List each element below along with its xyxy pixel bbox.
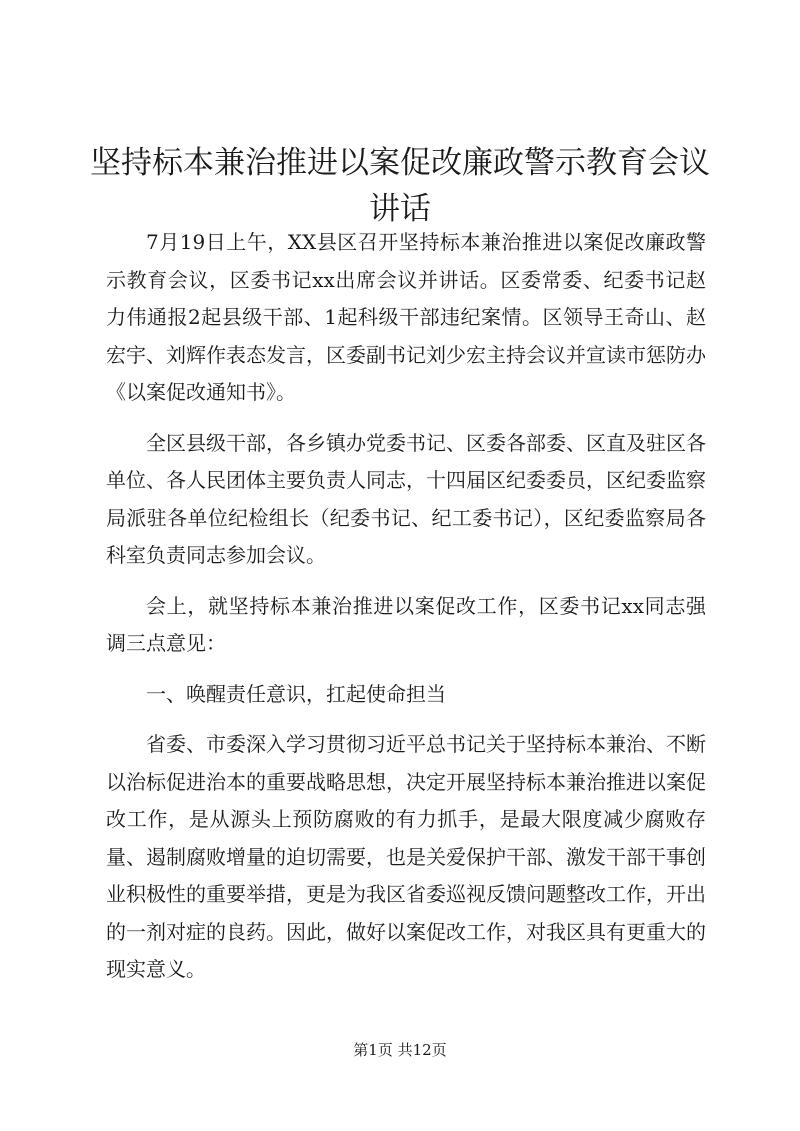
document-body bbox=[106, 224, 706, 1002]
paragraph-section-1: 省委、市委深入学习贯彻习近平总书记关于坚持标本兼治、不断以治标促进治本的重要战略思想，决定开展坚持标本兼治推进以案促改工作，是从源头上预防腐败的有力抓手，是最大限度减少腐败存量、遏制腐败增量的迫切需要，也是关爱保护干部、激发干部干事创业积极性的重要举措，更是为我区省委巡视反馈问题整改工作，开出的一剂对症的良药。因此，做好以案促改工作，对我区具有更重大的现实意义。 bbox=[106, 732, 706, 981]
paragraph-meeting-summary: 7月19日上午，XX县区召开坚持标本兼治推进以案促改廉政警示教育会议，区委书记xx出席会议并讲话。区委常委、纪委书记赵力伟通报2起县级干部、1起科级干部违纪案情。区领导王奇山、赵宏宇、刘辉作表态发言，区委副书记刘少宏主持会议并宣读市惩防办《以案促改通知书》。 bbox=[106, 230, 706, 404]
paragraph-attendees: 全区县级干部，各乡镇办党委书记、区委各部委、区直及驻区各单位、各人民团体主要负责人同志，十四届区纪委委员，区纪委监察局派驻各单位纪检组长（纪委书记、纪工委书记），区纪委监察局各科室负责同志参加会议。 bbox=[106, 430, 706, 567]
paragraph-intro: 会上，就坚持标本兼治推进以案促改工作，区委书记xx同志强调三点意见： bbox=[106, 593, 706, 655]
document-title: 坚持标本兼治推进以案促改廉政警示教育会议讲话 bbox=[90, 145, 710, 227]
section-heading-1: 一、唤醒责任意识，扛起使命担当 bbox=[146, 681, 446, 706]
page-number-footer: 第1页 共12页 bbox=[353, 1041, 447, 1059]
